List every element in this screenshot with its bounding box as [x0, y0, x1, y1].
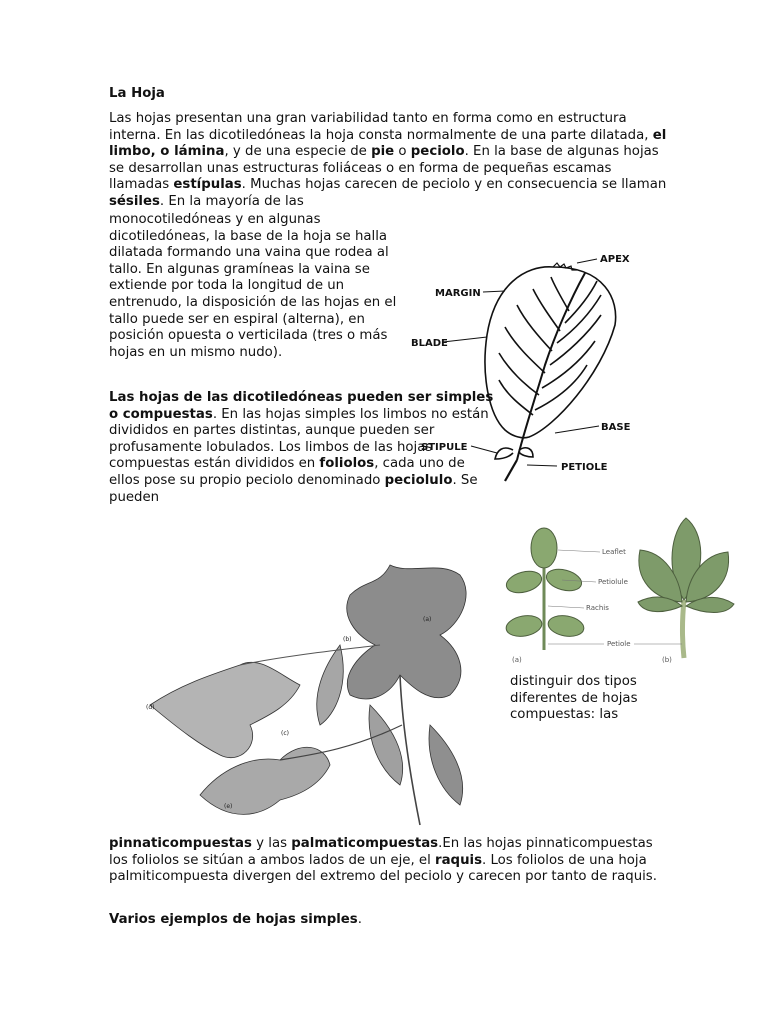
text-run: y las [251, 836, 292, 851]
text-run: . Se pueden [109, 472, 478, 505]
bold-term: pie [371, 144, 395, 160]
bold-term: peciolulo [384, 472, 453, 488]
label-blade: BLADE [411, 338, 448, 349]
bold-term: pinnaticompuestas [109, 836, 252, 851]
leaf-anatomy-diagram [405, 245, 645, 485]
label-a: (a) [423, 616, 432, 623]
text-run: . En la base de algunas hojas se desarrollan unas estructuras foliáceas o en forma de pequeñas escamas llamadas [109, 144, 659, 193]
label-stipule: STIPULE [421, 442, 468, 453]
label-leaflet: Leaflet [602, 548, 626, 556]
label-rachis: Rachis [586, 604, 609, 612]
text-run: Las hojas presentan una gran variabilidad tanto en forma como en estructura interna. En las dicotiledóneas la hoja consta normalmente de una parte dilatada, [109, 111, 653, 143]
label-b: (b) [343, 636, 352, 643]
paragraph-examples [109, 912, 362, 929]
label-d: (d) [146, 704, 155, 711]
engraved-leaf [317, 645, 343, 725]
bold-term: palmaticompuestas [291, 836, 439, 851]
engraved-leaf [347, 565, 466, 699]
label-apex: APEX [600, 254, 630, 265]
bold-term: peciolo [410, 144, 465, 160]
bold-term: el limbo, o lámina [109, 127, 667, 160]
bold-term: estípulas [173, 177, 242, 193]
engraved-leaf [200, 747, 330, 814]
label-petiole: PETIOLE [561, 462, 608, 473]
text-run: . En las hojas simples los limbos no están divididos en partes distintas, aunque pueden ser profusamente lobulados. Los limbos de las hojas compuestas están divididos en [109, 406, 489, 472]
label-margin: MARGIN [435, 288, 481, 299]
leaf-midrib [517, 273, 585, 460]
text-run: . En la mayoría de las [159, 193, 304, 209]
text-run: . [357, 912, 362, 927]
bold-term: sésiles [109, 193, 160, 209]
compound-leaves-figure [504, 510, 740, 670]
leaflet-icon [531, 528, 557, 568]
leaf-petiole [505, 460, 517, 481]
bold-heading: Varios ejemplos de hojas simples [109, 912, 358, 927]
label-petiole: Petiole [607, 640, 631, 648]
label-base: BASE [601, 422, 631, 433]
paragraph-intro [109, 111, 669, 211]
text-run: . Los foliolos de una hoja palmiticompuesta divergen del extremo del peciolo y carecen por tanto de raquis. [109, 852, 657, 885]
text-run: o [394, 144, 411, 160]
engraved-leaf [150, 662, 300, 757]
page-title: La Hoja [109, 86, 165, 101]
label-a: (a) [512, 656, 522, 664]
bold-term: foliolos [319, 456, 375, 472]
bold-heading: Las hojas de las dicotiledóneas pueden ser simples o compuestas [109, 390, 494, 422]
text-run: .En las hojas pinnaticompuestas los foliolos se sitúan a ambos lados de un eje, el [109, 836, 653, 868]
label-c: (c) [281, 730, 289, 737]
engraved-leaf [429, 725, 463, 805]
text-run: , y de una especie de [224, 144, 372, 160]
leaf-stipule [495, 448, 513, 459]
engraved-leaf [369, 705, 403, 785]
label-b: (b) [662, 656, 672, 664]
bold-term: raquis [435, 852, 483, 868]
label-e: (e) [224, 803, 233, 810]
paragraph-monocots: monocotiledóneas y en algunas dicotiledóneas, la base de la hoja se halla dilatada formando una vaina que rodea al tallo. En algunas gramíneas la vaina se extiende por toda la longitud de un entrenudo, la disposición de las hojas en el tallo puede ser en espiral (alterna), en posición opuesta o verticilada (tres o más hojas en un mismo nudo). [109, 212, 397, 360]
paragraph-continuation: distinguir dos tipos diferentes de hojas compuestas: las [510, 674, 638, 723]
text-run: . Muchas hojas carecen de peciolo y en consecuencia se llaman [241, 177, 667, 193]
paragraph-compound-types [109, 836, 669, 886]
text-run: , cada uno de ellos pose su propio peciolo denominado [109, 456, 465, 488]
leaf-engraving-figure [140, 555, 480, 830]
label-petiolule: Petiolule [598, 578, 628, 586]
